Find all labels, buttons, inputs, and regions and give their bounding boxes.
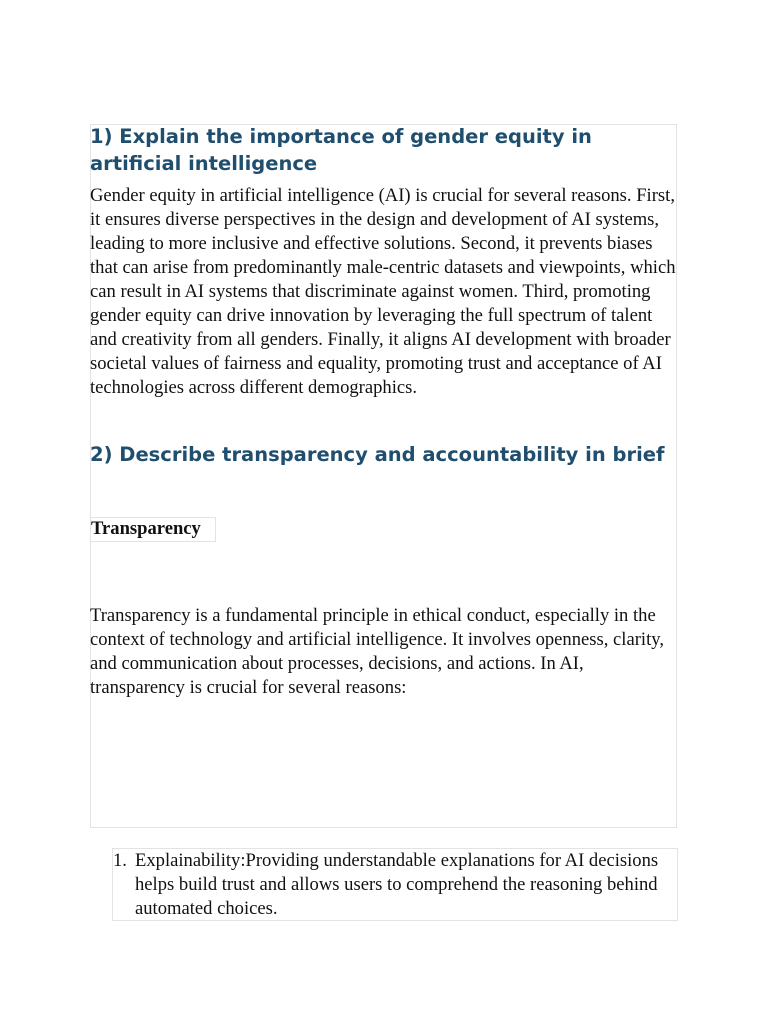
transparency-paragraph: Transparency is a fundamental principle in ethical conduct, especially in the context of technology and artificial intelligence. It involves openness, clarity, and communication about processes, decisions, and actions. In AI, transparency is crucial for several reasons:: [90, 605, 664, 698]
transparency-subheading: Transparency: [91, 518, 201, 539]
section-2-heading: 2) Describe transparency and accountability in brief: [90, 443, 665, 466]
section-1-heading: 1) Explain the importance of gender equity in artificial intelligence: [90, 125, 592, 175]
list-item-text: Explainability:Providing understandable explanations for AI decisions helps build trust and allows users to comprehend the reasoning behind automated choices.: [135, 850, 659, 919]
section-1-paragraph: Gender equity in artificial intelligence (AI) is crucial for several reasons. First, it ensures diverse perspectives in the design and development of AI systems, leading to more inclusive and effective solutions. Second, it prevents biases that can arise from predominantly male-centric datasets and viewpoints, which can result in AI systems that discriminate against women. Third, promoting gender equity can drive innovation by leveraging the full spectrum of talent and creativity from all genders. Finally, it aligns AI development with broader societal values of fairness and equality, promoting trust and acceptance of AI technologies across different demographics.: [90, 185, 676, 398]
list-item-number: 1.: [113, 850, 127, 871]
